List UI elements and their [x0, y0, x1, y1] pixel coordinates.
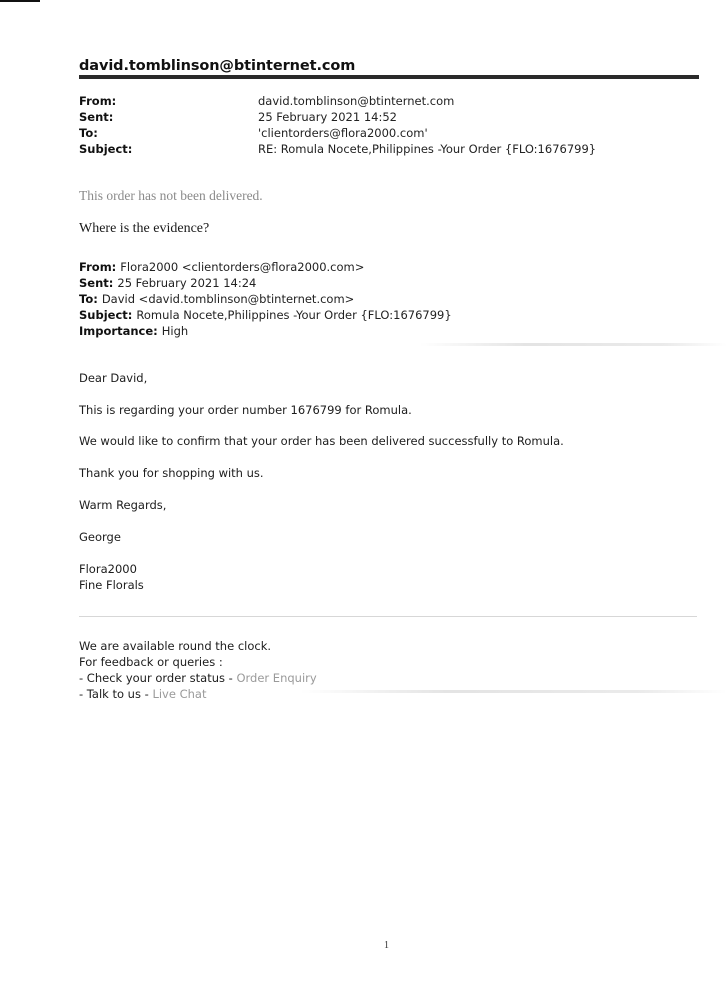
footer-availability: We are available round the clock. [79, 639, 272, 653]
quoted-to-label: To: [79, 292, 102, 306]
quoted-sent-value: 25 February 2021 14:24 [117, 276, 257, 290]
footer-order-status [79, 670, 699, 686]
reply-line-not-delivered: This order has not been delivered. [79, 188, 263, 203]
scan-edge-mark [0, 0, 40, 2]
quoted-importance [79, 323, 699, 339]
from-label: From: [79, 94, 117, 108]
header-row-sent [79, 109, 699, 125]
quoted-sent [79, 275, 699, 291]
quoted-from-label: From: [79, 260, 121, 274]
scan-streak [420, 343, 727, 346]
body-paragraph-confirm: We would like to confirm that your order has been delivered successfully to Romula. [79, 434, 564, 448]
quoted-from-value: Flora2000 <clientorders@flora2000.com> [120, 260, 365, 274]
sender-heading: david.tomblinson@btinternet.com [79, 58, 356, 74]
company-tagline: Fine Florals [79, 578, 144, 592]
header-row-to [79, 125, 699, 141]
footer-divider [79, 616, 697, 617]
page-number: 1 [384, 940, 389, 951]
footer-feedback: For feedback or queries : [79, 655, 223, 669]
sent-label: Sent: [79, 110, 114, 124]
subject-label: Subject: [79, 142, 133, 156]
order-enquiry-link[interactable]: Order Enquiry [236, 671, 317, 685]
header-row-from [79, 93, 699, 109]
quoted-subject-value: Romula Nocete,Philippines -Your Order {FLO:1676799} [136, 308, 452, 322]
email-header-fields [79, 93, 699, 157]
greeting: Dear David, [79, 371, 148, 385]
quoted-to-value: David <david.tomblinson@btinternet.com> [101, 292, 355, 306]
body-paragraph-order: This is regarding your order number 1676799 for Romula. [79, 403, 412, 417]
quoted-subject-label: Subject: [79, 308, 137, 322]
footer-live-chat [79, 686, 699, 702]
quoted-importance-value: High [161, 324, 189, 338]
to-label: To: [79, 126, 98, 140]
quoted-from [79, 259, 699, 275]
quoted-sent-label: Sent: [79, 276, 118, 290]
closing: Warm Regards, [79, 498, 167, 512]
quoted-header [79, 259, 699, 339]
sent-value: 25 February 2021 14:52 [258, 110, 397, 124]
reply-line-evidence: Where is the evidence? [79, 221, 210, 236]
to-value: 'clientorders@flora2000.com' [258, 126, 428, 140]
from-value: david.tomblinson@btinternet.com [258, 94, 455, 108]
body-paragraph-thanks: Thank you for shopping with us. [79, 466, 264, 480]
heading-divider [79, 75, 699, 79]
quoted-to [79, 291, 699, 307]
signer-name: George [79, 530, 121, 544]
subject-value: RE: Romula Nocete,Philippines -Your Order {FLO:1676799} [258, 142, 597, 156]
company-name: Flora2000 [79, 562, 137, 576]
scan-streak [300, 690, 727, 693]
live-chat-link[interactable]: Live Chat [152, 687, 207, 701]
live-chat-text: - Talk to us - [79, 687, 153, 701]
header-row-subject [79, 141, 699, 157]
quoted-importance-label: Importance: [79, 324, 162, 338]
quoted-subject [79, 307, 699, 323]
order-status-text: - Check your order status - [79, 671, 237, 685]
